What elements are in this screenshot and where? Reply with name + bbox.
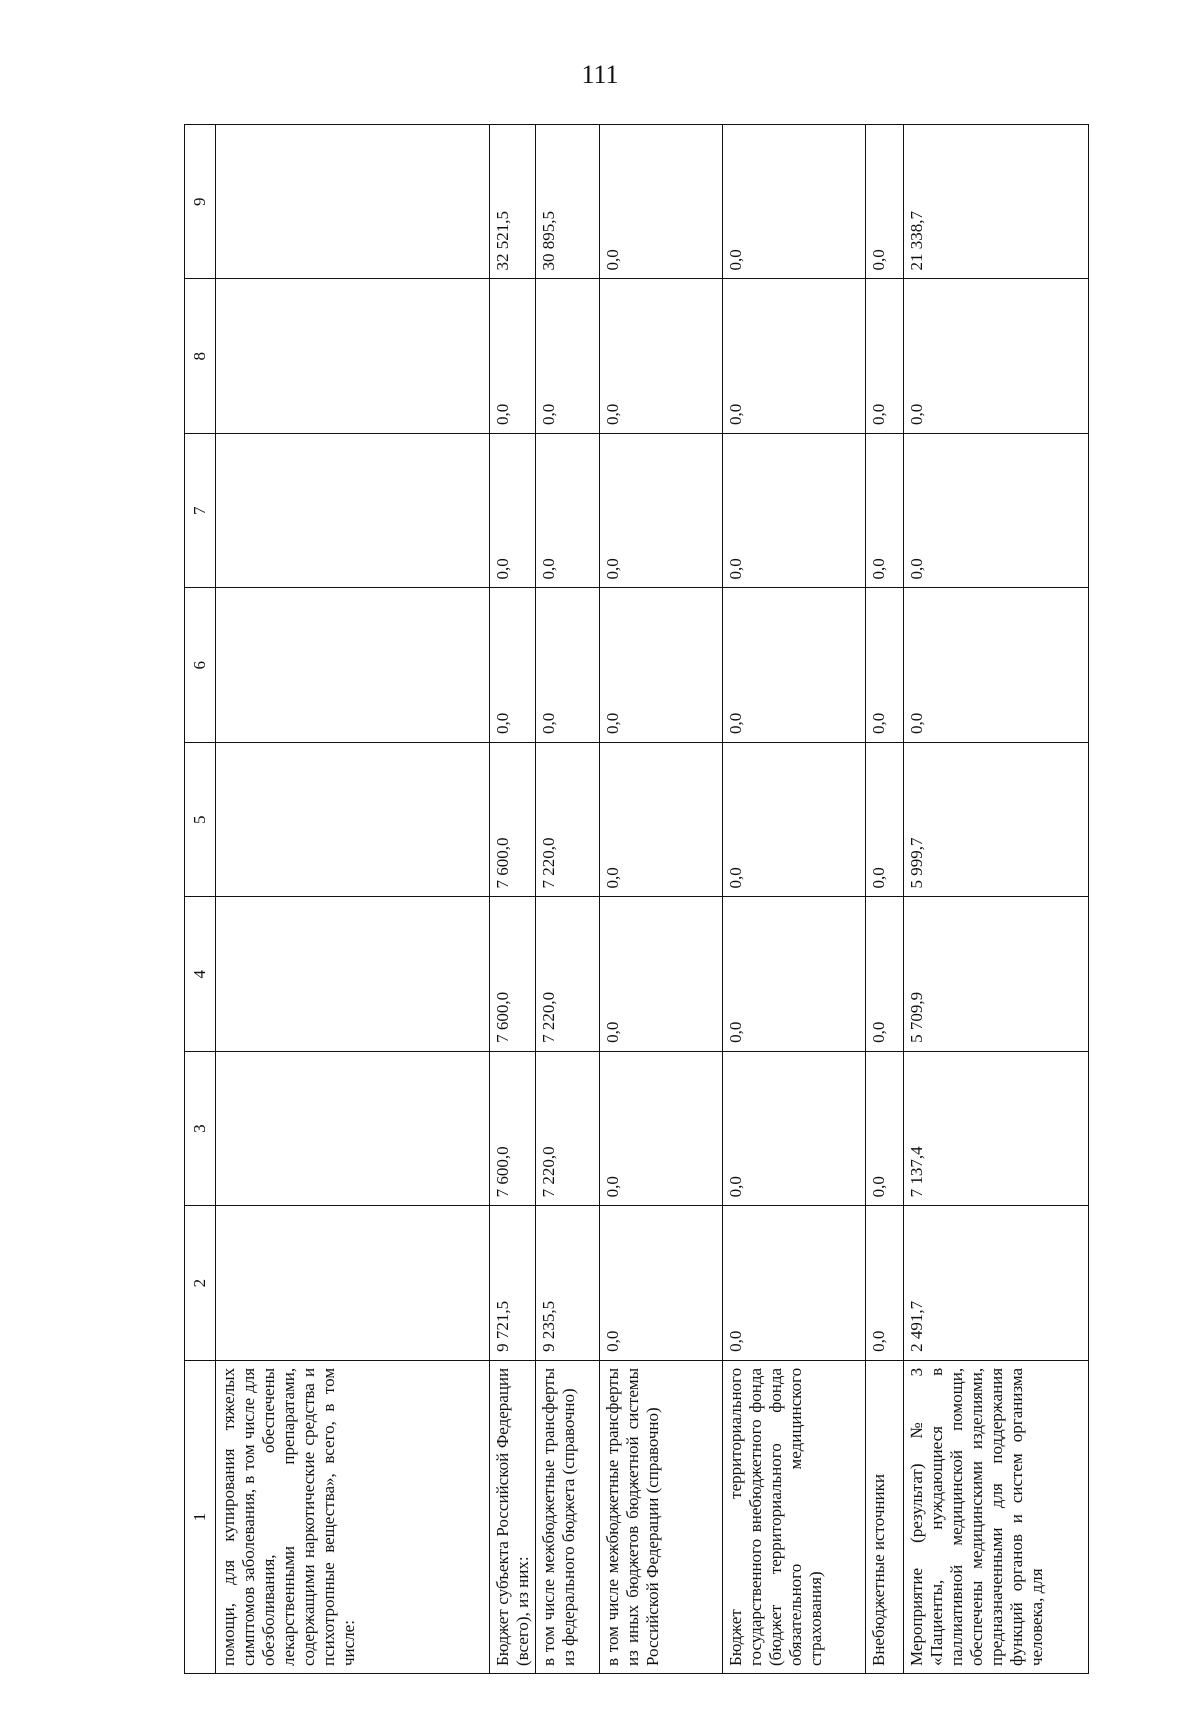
value-cell — [216, 125, 490, 280]
value-cell — [216, 279, 490, 433]
value-cell: 0,0 — [866, 588, 904, 742]
value-cell: 0,0 — [536, 588, 600, 742]
value-cell: 9 721,5 — [490, 1206, 536, 1360]
value-cell: 0,0 — [723, 1206, 866, 1360]
budget-table — [184, 124, 1089, 1674]
value-cell: 0,0 — [866, 1051, 904, 1205]
value-cell: 0,0 — [904, 433, 1089, 587]
column-header: 3 — [185, 1051, 216, 1205]
value-cell: 7 220,0 — [536, 1051, 600, 1205]
value-cell: 7 220,0 — [536, 742, 600, 896]
value-cell: 0,0 — [600, 897, 723, 1051]
value-cell: 5 709,9 — [904, 897, 1089, 1051]
value-cell — [216, 1051, 490, 1205]
value-cell: 0,0 — [904, 279, 1089, 433]
value-cell: 7 600,0 — [490, 742, 536, 896]
value-cell: 0,0 — [600, 433, 723, 587]
table-row — [866, 125, 904, 1674]
value-cell: 0,0 — [600, 279, 723, 433]
value-cell: 0,0 — [536, 433, 600, 587]
column-header: 7 — [185, 433, 216, 587]
value-cell: 0,0 — [866, 433, 904, 587]
value-cell: 9 235,5 — [536, 1206, 600, 1360]
value-cell: 30 895,5 — [536, 125, 600, 280]
value-cell: 7 220,0 — [536, 897, 600, 1051]
column-header: 2 — [185, 1206, 216, 1360]
value-cell — [216, 1206, 490, 1360]
value-cell: 0,0 — [490, 433, 536, 587]
value-cell: 7 600,0 — [490, 897, 536, 1051]
value-cell: 32 521,5 — [490, 125, 536, 280]
header-row — [185, 125, 216, 1674]
value-cell: 0,0 — [723, 1051, 866, 1205]
value-cell — [216, 433, 490, 587]
value-cell: 0,0 — [600, 1051, 723, 1205]
row-label: Бюджет территориального государственного внебюджетного фонда (бюджет территориального фонда обязательного медицинского страхования) — [723, 1360, 866, 1673]
value-cell: 0,0 — [600, 1206, 723, 1360]
column-header: 8 — [185, 279, 216, 433]
table-row — [723, 125, 866, 1674]
table-row — [216, 125, 490, 1674]
row-label: Внебюджетные источники — [866, 1360, 904, 1673]
column-header: 5 — [185, 742, 216, 896]
value-cell: 0,0 — [866, 1206, 904, 1360]
value-cell: 0,0 — [490, 279, 536, 433]
value-cell: 7 600,0 — [490, 1051, 536, 1205]
table-container — [184, 124, 1089, 1674]
table-row — [904, 125, 1089, 1674]
table-row — [600, 125, 723, 1674]
row-label: в том числе межбюджетные трансферты из иных бюджетов бюджетной системы Российской Федерации (справочно) — [600, 1360, 723, 1673]
value-cell: 0,0 — [723, 742, 866, 896]
value-cell: 0,0 — [600, 588, 723, 742]
value-cell: 0,0 — [490, 588, 536, 742]
value-cell: 0,0 — [723, 897, 866, 1051]
value-cell: 0,0 — [723, 125, 866, 280]
page-number: 111 — [581, 60, 619, 89]
value-cell: 0,0 — [866, 125, 904, 280]
value-cell: 0,0 — [723, 433, 866, 587]
row-label: помощи, для купирования тяжелых симптомов заболевания, в том числе для обезболивания, обеспечены лекарственными препаратами, содержащими наркотические средства и психотропные вещества», всего, в том числе: — [216, 1360, 490, 1673]
table-row — [490, 125, 536, 1674]
value-cell — [216, 742, 490, 896]
row-label: Бюджет субъекта Российской Федерации (всего), из них: — [490, 1360, 536, 1673]
value-cell: 0,0 — [723, 279, 866, 433]
value-cell — [216, 588, 490, 742]
value-cell: 0,0 — [536, 279, 600, 433]
column-header: 9 — [185, 125, 216, 280]
value-cell: 0,0 — [723, 588, 866, 742]
row-label: в том числе межбюджетные трансферты из федерального бюджета (справочно) — [536, 1360, 600, 1673]
value-cell: 7 137,4 — [904, 1051, 1089, 1205]
value-cell: 0,0 — [600, 125, 723, 280]
row-label: Мероприятие (результат) № 3 «Пациенты, нуждающиеся в паллиативной медицинской помощи, обеспечены медицинскими изделиями, предназначенными для поддержания функций органов и систем организма человека, для — [904, 1360, 1089, 1673]
table-row — [536, 125, 600, 1674]
value-cell: 2 491,7 — [904, 1206, 1089, 1360]
column-header: 4 — [185, 897, 216, 1051]
column-header: 6 — [185, 588, 216, 742]
value-cell: 21 338,7 — [904, 125, 1089, 280]
value-cell: 0,0 — [904, 588, 1089, 742]
value-cell: 0,0 — [600, 742, 723, 896]
column-header: 1 — [185, 1360, 216, 1673]
value-cell: 5 999,7 — [904, 742, 1089, 896]
value-cell — [216, 897, 490, 1051]
value-cell: 0,0 — [866, 279, 904, 433]
value-cell: 0,0 — [866, 742, 904, 896]
value-cell: 0,0 — [866, 897, 904, 1051]
